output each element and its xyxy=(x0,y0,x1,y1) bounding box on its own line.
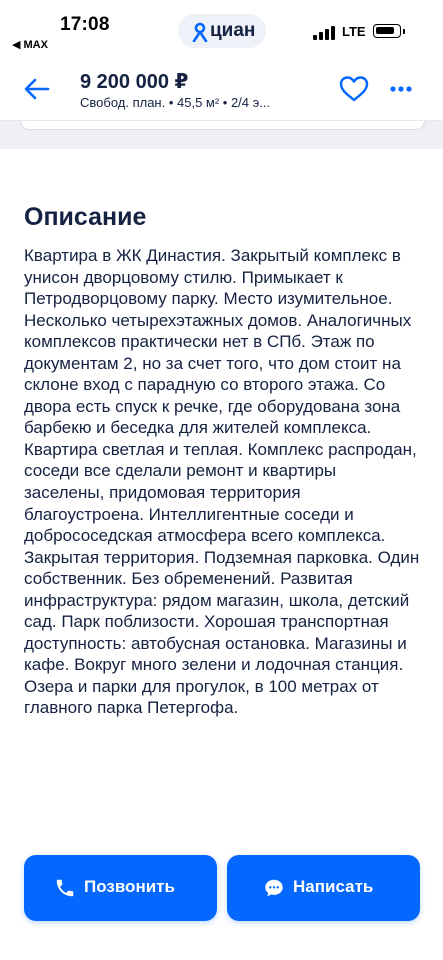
battery-level xyxy=(376,27,394,34)
battery-icon xyxy=(373,24,401,38)
arrow-left-icon[interactable] xyxy=(20,72,54,106)
status-bar xyxy=(0,0,443,58)
status-time: 17:08 xyxy=(60,14,110,35)
listing-header xyxy=(0,58,443,121)
previous-card-bottom xyxy=(20,121,425,130)
more-dots-icon[interactable] xyxy=(386,72,416,106)
listing-price: 9 200 000 ₽ xyxy=(80,71,189,93)
listing-subtitle: Свобод. план. • 45,5 м² • 2/4 э... xyxy=(80,95,271,110)
heart-icon[interactable] xyxy=(337,72,371,106)
previous-card-edge xyxy=(0,121,443,149)
brand-name: циан xyxy=(210,20,256,41)
call-button[interactable] xyxy=(24,855,217,921)
description-card xyxy=(0,149,443,845)
call-button-label: Позвонить xyxy=(84,877,175,896)
write-button[interactable] xyxy=(227,855,420,921)
network-type: LTE xyxy=(342,24,366,39)
signal-icon xyxy=(313,26,335,40)
description-text: Квартира в ЖК Династия. Закрытый комплекс в унисон дворцовому стилю. Примыкает к Петродворцовому парку. Место изумительное. Несколько четырехэтажных домов. Аналогичных комплексов практически нет в СПб. Этаж по документам 2, но за счет того, что дом стоит на склоне вход с парадную со второго этажа. Со двора есть спуск к речке, где оборудована зона барбекю и беседка для жителей комплекса. Квартира светлая и теплая. Комплекс распродан, соседи все сделали ремонт и квартиры заселены, придомовая территория благоустроена. Интеллигентные соседи и добрососедская атмосфера всего комплекса. Закрытая территория. Подземная парковка. Один собственник. Без обременений. Развитая инфраструктура: рядом магазин, школа, детский сад. Парк поблизости. Хорошая транспортная доступность: автобусная остановка. Магазины и кафе. Вокруг много зелени и лодочная станция. Озера и парки для прогулок, в 100 метрах от главного парка Петергофа. xyxy=(24,246,420,718)
phone-icon xyxy=(54,877,76,899)
location-pin-icon xyxy=(192,22,208,42)
write-button-label: Написать xyxy=(293,877,374,896)
chat-icon xyxy=(263,877,285,899)
battery-cap xyxy=(403,29,405,34)
description-title: Описание xyxy=(24,203,147,231)
brand-pill[interactable] xyxy=(178,14,266,48)
back-to-app-link[interactable]: ◀ MAX xyxy=(12,39,48,51)
contact-actions xyxy=(0,845,443,960)
